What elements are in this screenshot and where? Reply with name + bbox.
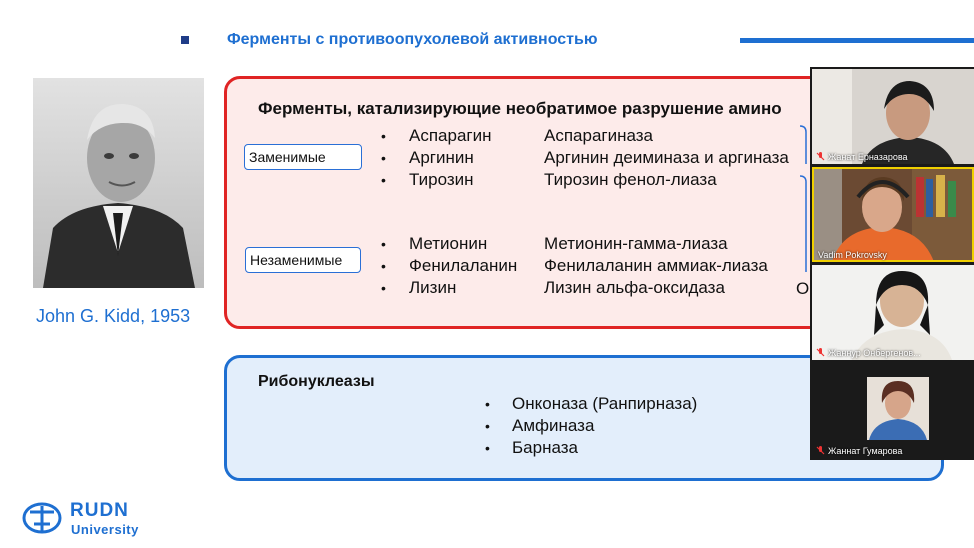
participant-video — [812, 167, 974, 262]
amino-acid: Аргинин — [409, 148, 474, 167]
bullet: • — [381, 236, 386, 252]
essential-tag: Незаменимые — [245, 247, 361, 273]
participant-name: Жаннур Онбергенов... — [828, 348, 921, 358]
amino-acid: Фенилаланин — [409, 256, 518, 275]
mic-muted-icon — [816, 152, 825, 161]
enzyme-name: Тирозин фенол-лиаза — [544, 170, 717, 189]
mic-muted-icon — [816, 348, 825, 357]
slide-title: Ферменты с противоопухолевой активностью — [227, 31, 598, 48]
ribonuclease-item: Барназа — [512, 438, 578, 457]
amino-acid: Аспарагин — [409, 126, 492, 145]
portrait-caption: John G. Kidd, 1953 — [36, 306, 191, 326]
replaceable-tag: Заменимые — [244, 144, 362, 170]
enzyme-name: Лизин альфа-оксидаза — [544, 278, 725, 297]
ribonuclease-item: Амфиназа — [512, 416, 595, 435]
amino-acid: Тирозин — [409, 170, 474, 189]
logo-subtitle: University — [71, 522, 139, 537]
clipped-letter: О — [796, 279, 810, 298]
amino-acid: Метионин — [409, 234, 488, 253]
participant-name: Vadim Pokrovsky — [818, 250, 887, 260]
participant-name: Жанат Ерназарова — [828, 152, 908, 162]
participant-video — [812, 265, 974, 360]
enzyme-name: Аспарагиназа — [544, 126, 654, 145]
bullet: • — [485, 418, 490, 434]
bullet: • — [381, 172, 386, 188]
title-rule — [740, 38, 974, 43]
participant-tile[interactable] — [812, 265, 974, 360]
mic-muted-icon — [816, 446, 825, 455]
participant-tile[interactable] — [812, 363, 974, 458]
participant-tile-active[interactable] — [812, 167, 974, 262]
group-brace — [798, 124, 810, 274]
ribonucleases-heading: Рибонуклеазы — [258, 373, 375, 390]
enzymes-heading: Ферменты, катализирующие необратимое разрушение амино — [258, 99, 782, 118]
enzyme-name: Метионин-гамма-лиаза — [544, 234, 728, 253]
amino-acid: Лизин — [409, 278, 457, 297]
portrait-photo — [33, 78, 204, 288]
bullet: • — [381, 150, 386, 166]
bullet: • — [381, 258, 386, 274]
bullet: • — [485, 396, 490, 412]
participant-avatar-photo — [812, 363, 974, 458]
rudn-logo-icon — [22, 502, 62, 534]
bullet: • — [381, 128, 386, 144]
participant-video — [812, 69, 974, 164]
bullet: • — [485, 440, 490, 456]
participant-tile[interactable] — [812, 69, 974, 164]
logo-name: RUDN — [70, 500, 129, 521]
title-bullet — [181, 36, 189, 44]
ribonuclease-item: Онконаза (Ранпирназа) — [512, 394, 698, 413]
participant-name: Жаннат Гумарова — [828, 446, 903, 456]
enzyme-name: Аргинин деиминаза и аргиназа — [544, 148, 789, 167]
enzyme-name: Фенилаланин аммиак-лиаза — [544, 256, 768, 275]
bullet: • — [381, 280, 386, 296]
